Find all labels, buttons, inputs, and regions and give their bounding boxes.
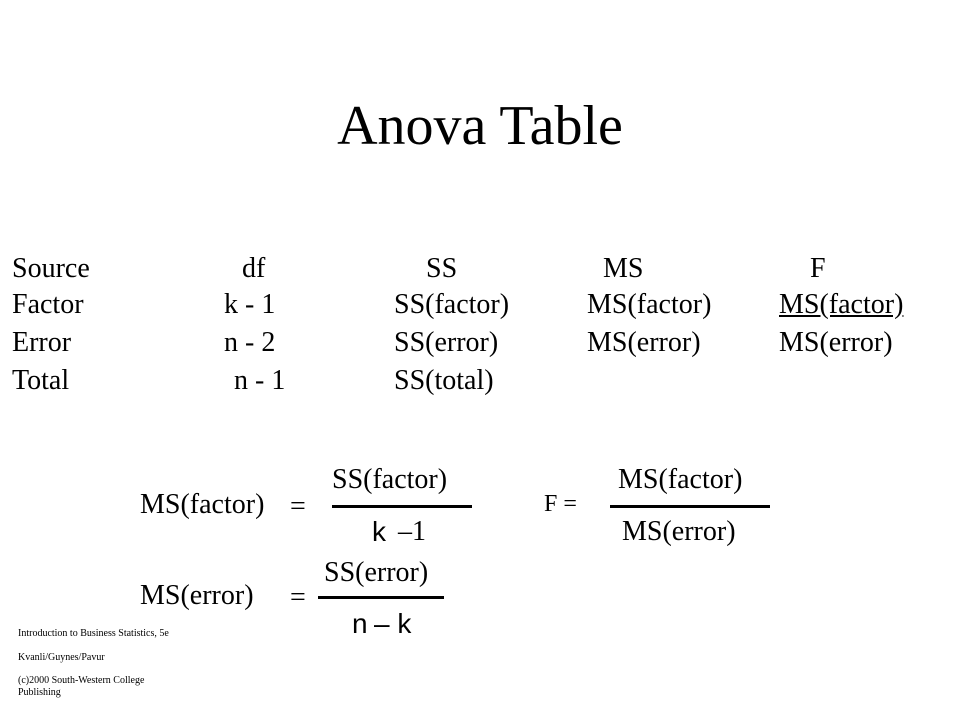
header-source: Source [12,253,90,284]
ms-factor-denominator-rest: –1 [398,516,426,547]
f-numerator: MS(factor) [618,464,743,495]
row-total-df: n - 1 [234,365,286,396]
slide-title: Anova Table [337,95,623,157]
footer-authors: Kvanli/Guynes/Pavur [18,652,105,663]
row-error-ss: SS(error) [394,327,499,358]
ms-factor-denominator-var: k [372,516,386,547]
header-df: df [242,253,266,284]
row-error-source: Error [12,327,72,358]
ms-error-lhs: MS(error) [140,580,254,611]
row-factor-ss: SS(factor) [394,289,510,320]
f-fraction-bar [610,505,770,508]
row-factor-ms: MS(factor) [587,289,712,320]
ms-factor-fraction-bar [332,505,472,508]
row-total-source: Total [12,365,70,396]
row-error-ms: MS(error) [587,327,701,358]
row-factor-source: Factor [12,289,84,320]
f-denominator: MS(error) [622,516,736,547]
ms-error-numerator: SS(error) [324,557,429,588]
row-total-ss: SS(total) [394,365,494,396]
row-error-f-denominator: MS(error) [779,327,893,358]
ms-error-denominator-rest: – k [374,608,412,639]
header-ss: SS [426,253,458,284]
header-ms: MS [603,253,644,284]
ms-error-equals: = [290,582,306,613]
ms-error-fraction-bar [318,596,444,599]
row-factor-df: k - 1 [224,289,276,320]
ms-factor-numerator: SS(factor) [332,464,448,495]
row-factor-f-numerator: MS(factor) [779,289,904,320]
ms-factor-lhs: MS(factor) [140,489,265,520]
f-lhs: F = [544,491,577,517]
ms-error-denominator-var: n [352,608,368,639]
ms-factor-equals: = [290,491,306,522]
row-error-df: n - 2 [224,327,276,358]
header-f: F [810,253,826,284]
footer-copyright: (c)2000 South-Western College Publishing [18,675,145,698]
footer-book-title: Introduction to Business Statistics, 5e [18,628,169,639]
